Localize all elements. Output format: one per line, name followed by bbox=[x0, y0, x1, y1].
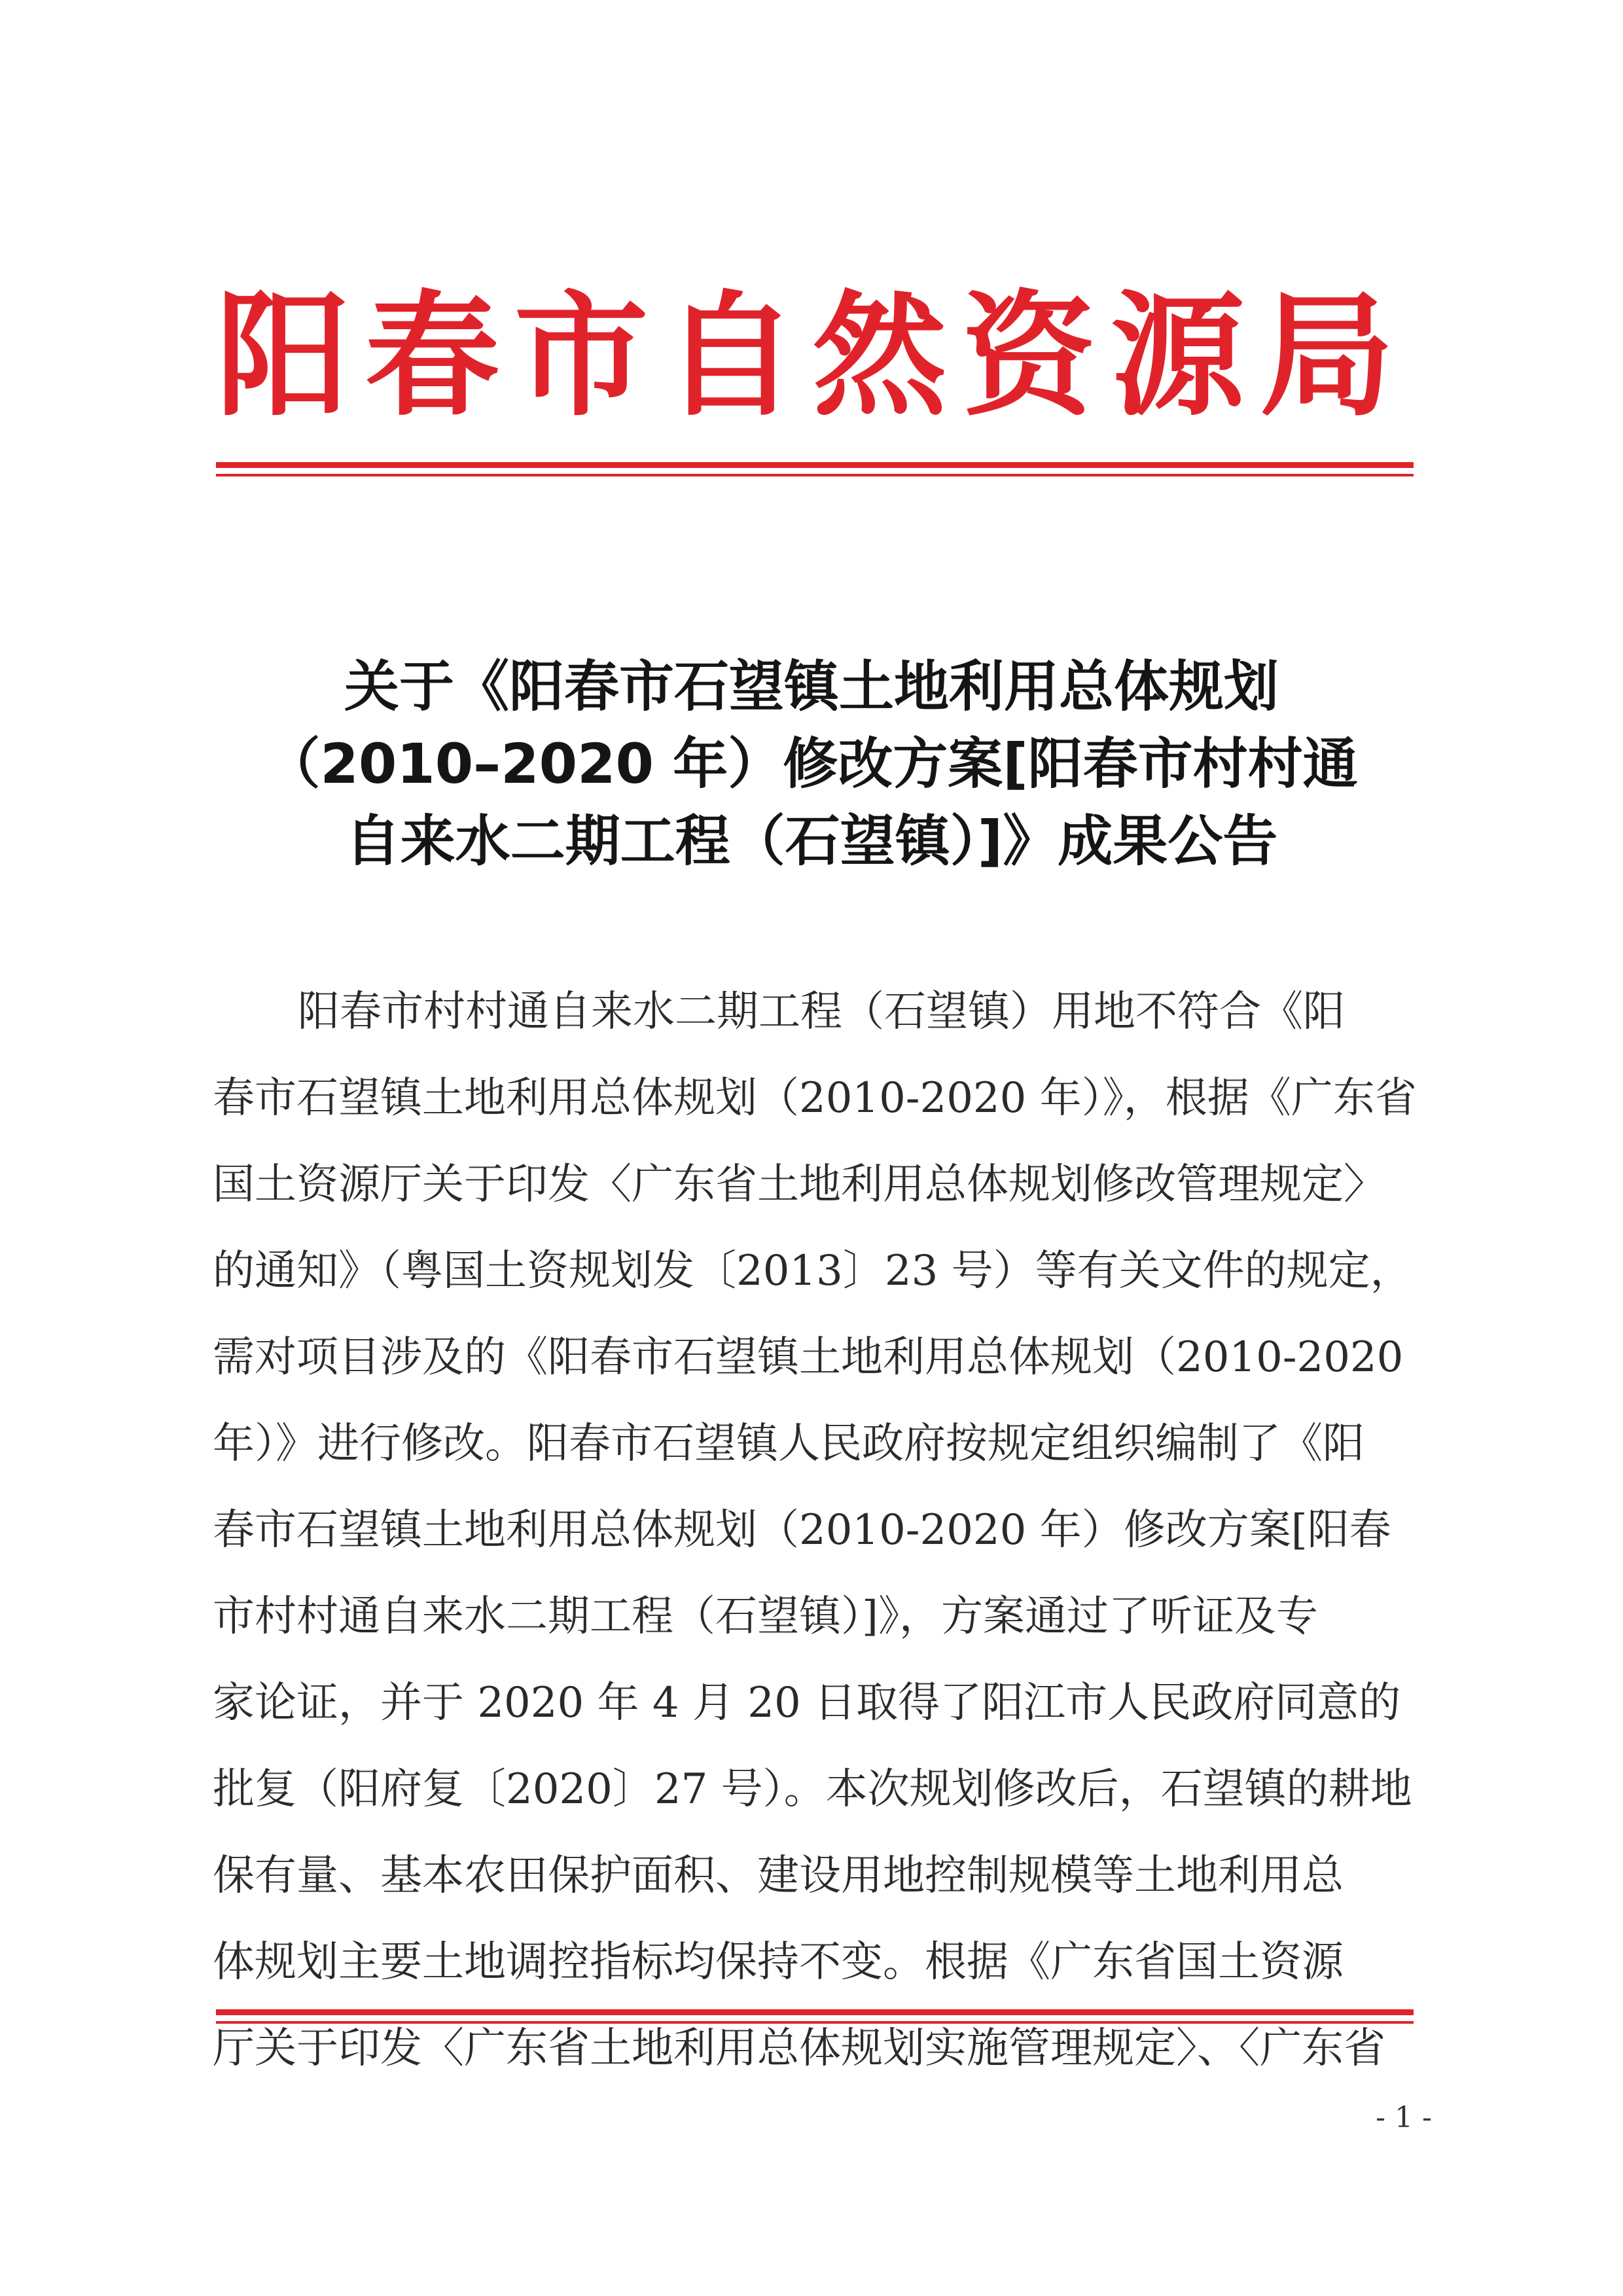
page-number: - 1 - bbox=[1376, 2101, 1432, 2134]
body-line bbox=[213, 2005, 1410, 2092]
announcement-title bbox=[249, 648, 1374, 880]
header-red-rule-thick bbox=[216, 462, 1414, 468]
body-line bbox=[213, 1401, 1410, 1487]
masthead-char: 自 bbox=[663, 279, 798, 435]
masthead-char: 局 bbox=[1259, 279, 1394, 435]
masthead-char: 阳 bbox=[216, 279, 350, 435]
body-line-text: 年）》进行修改。阳春市石望镇人民政府按规定组织编制了《阳 bbox=[213, 1420, 1364, 1468]
body-line bbox=[213, 1833, 1410, 1919]
body-line-text: 春市石望镇土地利用总体规划（2010-2020 年）修改方案[阳春 bbox=[213, 1506, 1391, 1554]
body-line-text: 保有量、基本农田保护面积、建设用地控制规模等土地利用总 bbox=[213, 1852, 1344, 1900]
body-line bbox=[213, 1660, 1410, 1746]
body-line bbox=[213, 1228, 1410, 1314]
body-line-text: 需对项目涉及的《阳春市石望镇土地利用总体规划（2010-2020 bbox=[213, 1333, 1404, 1382]
title-line: 关于《阳春市石望镇土地利用总体规划 bbox=[344, 655, 1279, 719]
body-line-text: 市村村通自来水二期工程（石望镇）]》，方案通过了听证及专 bbox=[213, 1592, 1318, 1641]
body-line bbox=[213, 1919, 1410, 2005]
body-line-text: 的通知》（粤国土资规划发〔2013〕23 号）等有关文件的规定， bbox=[213, 1247, 1412, 1295]
body-line bbox=[213, 969, 1410, 1055]
masthead-char: 然 bbox=[812, 279, 947, 435]
masthead-char: 春 bbox=[365, 279, 499, 435]
masthead-char: 源 bbox=[1111, 279, 1245, 435]
footer-red-rule-thick bbox=[216, 2009, 1414, 2015]
body-line-text: 批复（阳府复〔2020〕27 号）。本次规划修改后，石望镇的耕地 bbox=[213, 1765, 1412, 1814]
header-red-rule-thin bbox=[216, 474, 1414, 476]
footer-red-rule-thin bbox=[216, 2021, 1414, 2024]
body-line-text: 国土资源厅关于印发〈广东省土地利用总体规划修改管理规定〉 bbox=[213, 1160, 1385, 1209]
body-line bbox=[213, 1314, 1410, 1401]
body-line-text: 阳春市村村通自来水二期工程（石望镇）用地不符合《阳 bbox=[298, 988, 1345, 1036]
masthead-char: 资 bbox=[961, 279, 1096, 435]
issuer-masthead bbox=[216, 279, 1394, 435]
title-line: （2010–2020 年）修改方案[阳春市村村通 bbox=[265, 732, 1358, 796]
body-line bbox=[213, 1055, 1417, 1141]
body-line-text: 春市石望镇土地利用总体规划（2010-2020 年）》，根据《广东省 bbox=[213, 1074, 1417, 1122]
title-line: 自来水二期工程（石望镇）]》成果公告 bbox=[345, 809, 1278, 873]
body-line bbox=[213, 1746, 1410, 1833]
masthead-char: 市 bbox=[514, 279, 649, 435]
body-line bbox=[213, 1573, 1410, 1660]
body-line bbox=[213, 1487, 1410, 1573]
announcement-body bbox=[213, 969, 1417, 2092]
body-line-text: 家论证，并于 2020 年 4 月 20 日取得了阳江市人民政府同意的 bbox=[213, 1679, 1401, 1727]
body-line-text: 体规划主要土地调控指标均保持不变。根据《广东省国土资源 bbox=[213, 1938, 1344, 1986]
body-line bbox=[213, 1141, 1410, 1228]
body-line-text: 厅关于印发〈广东省土地利用总体规划实施管理规定〉、〈广东省 bbox=[213, 2024, 1385, 2073]
